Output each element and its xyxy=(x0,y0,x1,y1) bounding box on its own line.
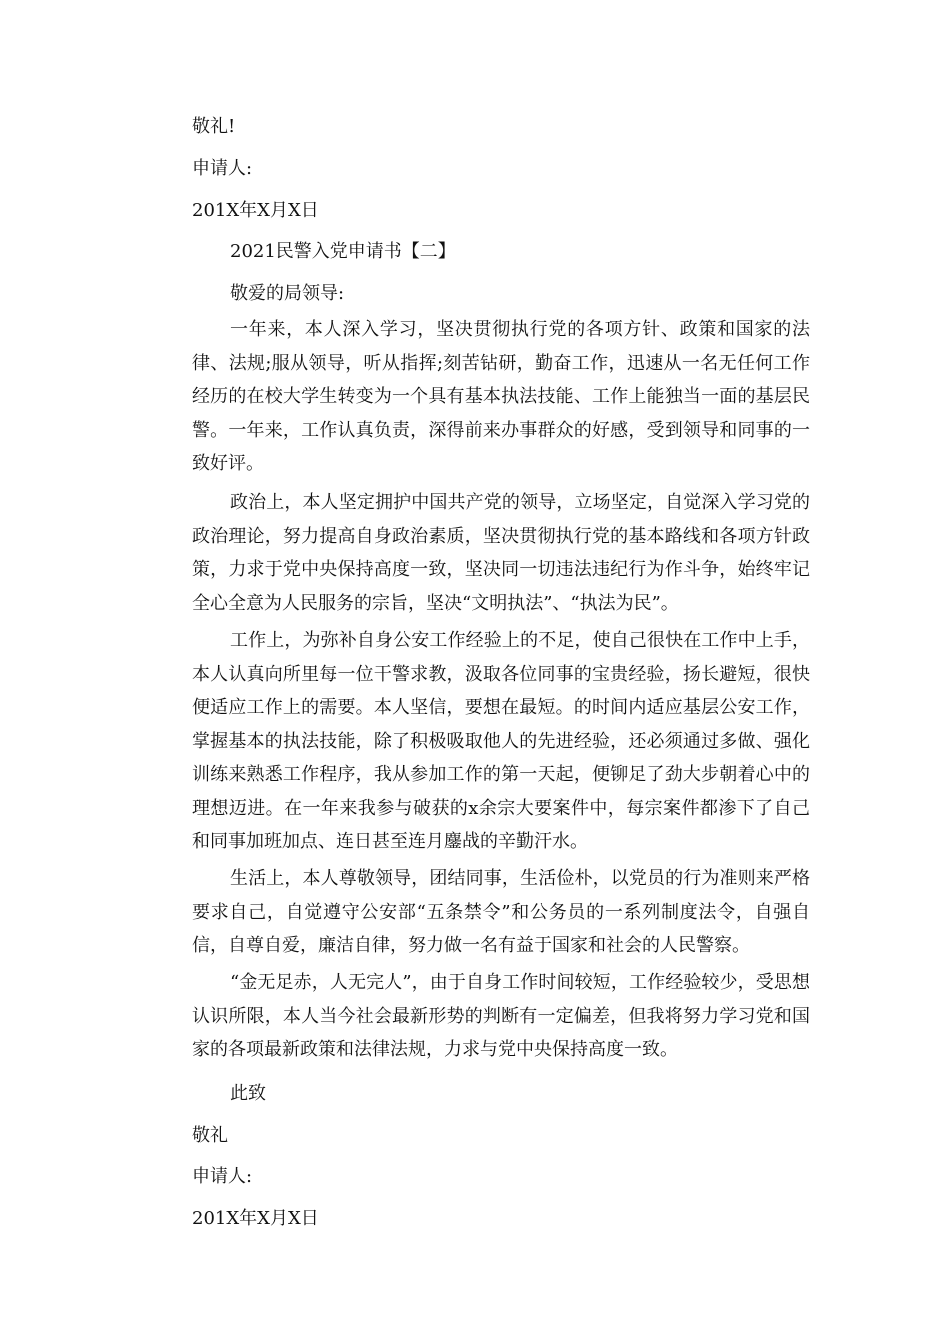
letter-title: 2021民警入党申请书【二】 xyxy=(230,241,456,262)
closing-applicant: 申请人: xyxy=(192,158,253,179)
paragraph-2: 政治上，本人坚定拥护中国共产党的领导，立场坚定，自觉深入学习党的政治理论，努力提高自身政治素质，坚决贯彻执行党的基本路线和各项方针政策，力求于党中央保持高度一致，坚决同一切违法违纪行为作斗争，始终牢记全心全意为人民服务的宗旨，坚决“文明执法”、“执法为民”。 xyxy=(192,492,810,614)
closing-zhici: 此致 xyxy=(230,1083,266,1104)
paragraph-5: “金无足赤，人无完人”，由于自身工作时间较短，工作经验较少，受思想认识所限，本人当今社会最新形势的判断有一定偏差，但我将努力学习党和国家的各项最新政策和法律法规，力求与党中央保持高度一致。 xyxy=(192,972,810,1060)
closing-date-2: 201X年X月X日 xyxy=(192,1208,319,1229)
letter-greeting: 敬爱的局领导: xyxy=(230,283,345,304)
closing-date: 201X年X月X日 xyxy=(192,200,319,221)
closing-salute: 敬礼! xyxy=(192,116,236,137)
paragraph-1: 一年来，本人深入学习，坚决贯彻执行党的各项方针、政策和国家的法律、法规;服从领导，听从指挥;刻苦钻研，勤奋工作，迅速从一名无任何工作经历的在校大学生转变为一个具有基本执法技能、工作上能独当一面的基层民警。一年来，工作认真负责，深得前来办事群众的好感，受到领导和同事的一致好评。 xyxy=(192,319,810,474)
paragraph-4: 生活上，本人尊敬领导，团结同事，生活俭朴，以党员的行为准则来严格要求自己，自觉遵守公安部“五条禁令”和公务员的一系列制度法令，自强自信，自尊自爱，廉洁自律，努力做一名有益于国家和社会的人民警察。 xyxy=(192,868,810,956)
paragraph-3: 工作上，为弥补自身公安工作经验上的不足，使自己很快在工作中上手，本人认真向所里每一位干警求教，汲取各位同事的宝贵经验，扬长避短，很快便适应工作上的需要。本人坚信，要想在最短。的时间内适应基层公安工作，掌握基本的执法技能，除了积极吸取他人的先进经验，还必须通过多做、强化训练来熟悉工作程序，我从参加工作的第一天起，便铆足了劲大步朝着心中的理想迈进。在一年来我参与破获的x余宗大要案件中，每宗案件都渗下了自己和同事加班加点、连日甚至连月鏖战的辛勤汗水。 xyxy=(192,630,810,852)
closing-salute-2: 敬礼 xyxy=(192,1125,228,1146)
closing-applicant-2: 申请人: xyxy=(192,1166,253,1187)
